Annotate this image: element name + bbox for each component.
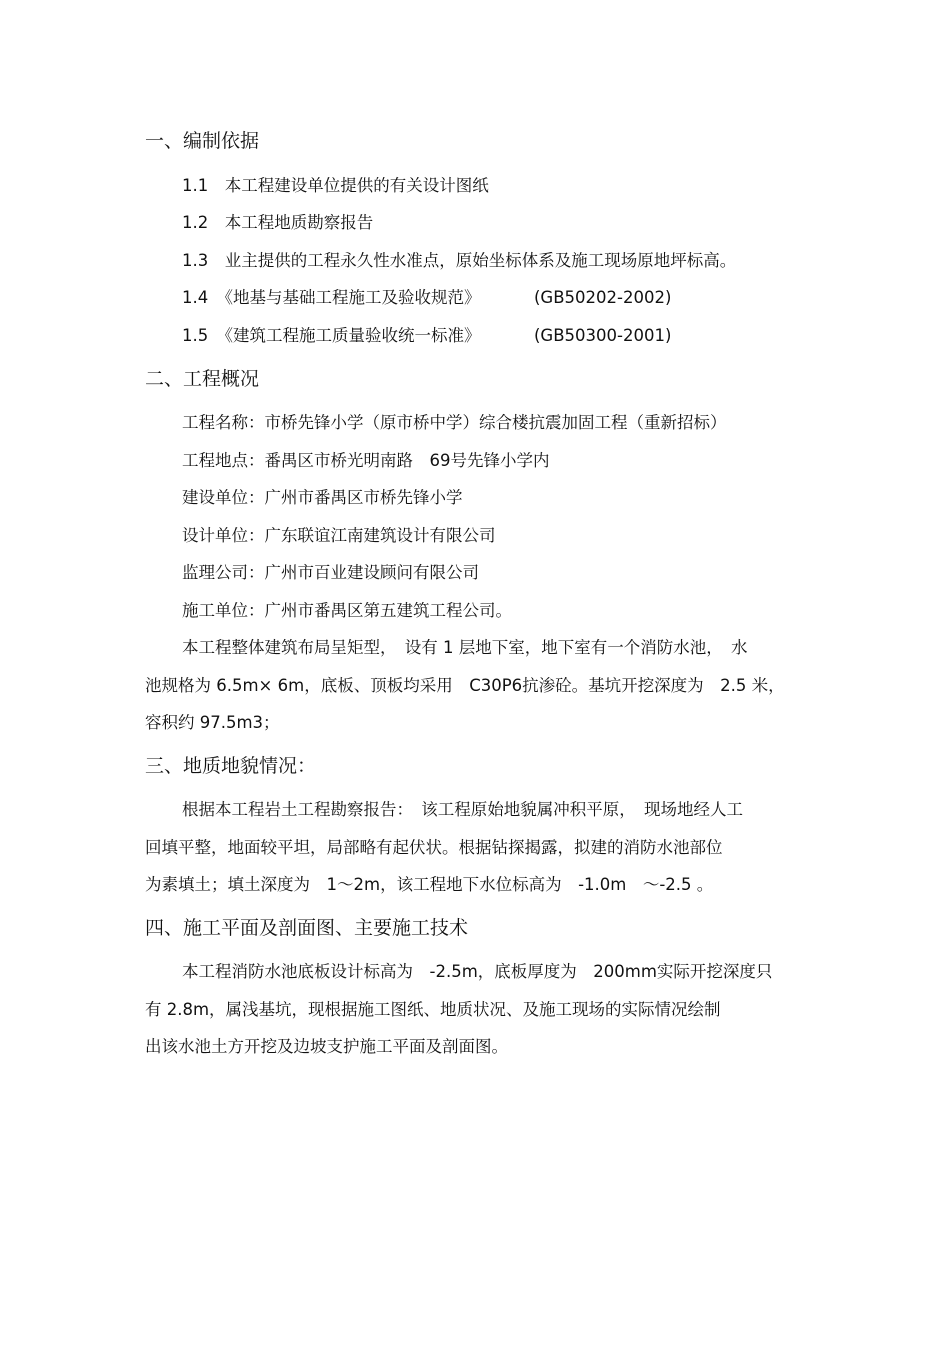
project-info-location: 工程地点：番禺区市桥光明南路 69号先锋小学内 [182, 451, 550, 470]
overview-paragraph-line-1: 本工程整体建筑布局呈矩型， 设有 1 层地下室，地下室有一个消防水池， 水 [182, 638, 748, 657]
basis-item-1 [182, 175, 489, 197]
geology-paragraph-line-1: 根据本工程岩土工程勘察报告： 该工程原始地貌属冲积平原， 现场地经人工 [182, 800, 743, 819]
construction-paragraph-line-1: 本工程消防水池底板设计标高为 -2.5m，底板厚度为 200mm实际开挖深度只 [182, 962, 773, 981]
item-number: 1.5 [182, 326, 209, 345]
item-number: 1.4 [182, 288, 209, 307]
item-text: 本工程地质勘察报告 [224, 213, 374, 232]
section-heading-4: 四、施工平面及剖面图、主要施工技术 [145, 917, 469, 939]
item-text: 《地基与基础工程施工及验收规范》 [224, 288, 481, 307]
project-info-contractor: 施工单位：广州市番禺区第五建筑工程公司。 [182, 601, 512, 620]
basis-item-2 [182, 212, 373, 234]
item-text: 《建筑工程施工质量验收统一标准》 [224, 326, 481, 345]
geology-paragraph-line-2: 回填平整，地面较平坦，局部略有起伏状。根据钻探揭露，拟建的消防水池部位 [145, 838, 723, 857]
basis-item-3 [182, 250, 736, 272]
standard-code: (GB50300-2001) [534, 326, 672, 345]
item-number: 1.1 [182, 176, 209, 195]
construction-paragraph-line-3: 出该水池土方开挖及边坡支护施工平面及剖面图。 [145, 1037, 508, 1056]
basis-item-4 [182, 287, 782, 309]
item-text: 业主提供的工程永久性水准点，原始坐标体系及施工现场原地坪标高。 [224, 251, 737, 270]
project-info-owner: 建设单位：广州市番禺区市桥先锋小学 [182, 488, 463, 507]
item-text: 本工程建设单位提供的有关设计图纸 [224, 176, 489, 195]
geology-paragraph-line-3: 为素填土；填土深度为 1～2m，该工程地下水位标高为 -1.0m ～-2.5 。 [145, 875, 714, 894]
item-number: 1.3 [182, 251, 209, 270]
section-heading-2: 二、工程概况 [145, 368, 260, 390]
basis-item-5 [182, 325, 782, 347]
project-info-designer: 设计单位：广东联谊江南建筑设计有限公司 [182, 526, 496, 545]
construction-paragraph-line-2: 有 2.8m，属浅基坑，现根据施工图纸、地质状况、及施工现场的实际情况绘制 [145, 1000, 721, 1019]
overview-paragraph-line-3: 容积约 97.5m3； [145, 713, 280, 732]
project-info-name: 工程名称：市桥先锋小学（原市桥中学）综合楼抗震加固工程（重新招标） [182, 413, 727, 432]
item-number: 1.2 [182, 213, 209, 232]
section-heading-1: 一、编制依据 [145, 130, 260, 152]
project-info-supervisor: 监理公司：广州市百业建设顾问有限公司 [182, 563, 479, 582]
section-heading-3: 三、地质地貌情况： [145, 755, 317, 777]
standard-code: (GB50202-2002) [534, 288, 672, 307]
overview-paragraph-line-2: 池规格为 6.5m× 6m，底板、顶板均采用 C30P6抗渗砼。基坑开挖深度为 2.5 米， [145, 676, 785, 695]
